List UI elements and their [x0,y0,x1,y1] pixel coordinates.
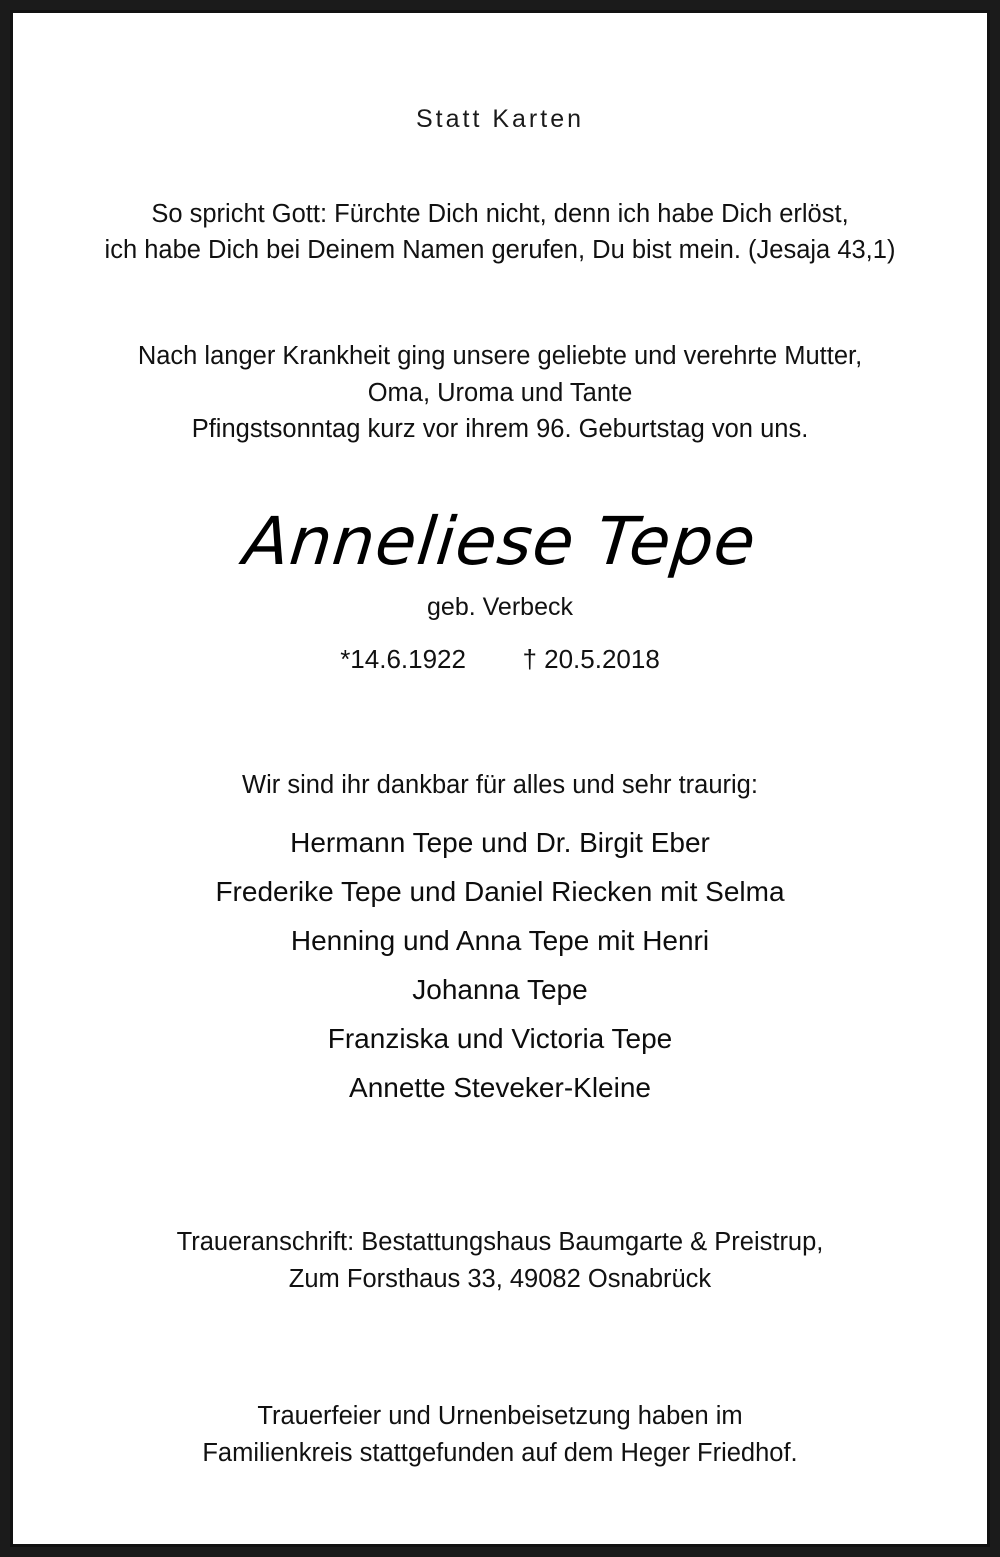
address-line-2: Zum Forsthaus 33, 49082 Osnabrück [288,1264,712,1293]
deceased-maiden-name: geb. Verbeck [427,593,573,622]
list-item: Hermann Tepe und Dr. Birgit Eber [290,827,710,859]
statt-karten-heading: Statt Karten [415,105,585,133]
deceased-name: Anneliese Tepe [240,503,761,581]
obituary-frame [10,10,990,1547]
intro-text [138,338,862,447]
death-date: † 20.5.2018 [522,644,660,675]
list-item: Frederike Tepe und Daniel Riecken mit Selma [215,876,785,908]
thanks-line: Wir sind ihr dankbar für alles und sehr traurig: [242,771,758,800]
list-item: Johanna Tepe [412,974,588,1006]
list-item: Henning und Anna Tepe mit Henri [290,925,710,957]
bible-verse [105,196,896,268]
ceremony-line-2: Familienkreis stattgefunden auf dem Heger Friedhof. [202,1438,798,1467]
list-item: Annette Steveker-Kleine [349,1072,651,1104]
birth-date: *14.6.1922 [340,644,466,675]
intro-line-2: Oma, Uroma und Tante [367,378,633,407]
deceased-dates [340,644,660,675]
ceremony-info [202,1398,797,1472]
intro-line-1: Nach langer Krankheit ging unsere geliebte und verehrte Mutter, [137,342,863,371]
mourners-list [215,818,784,1112]
address-line-1: Traueranschrift: Bestattungshaus Baumgarte & Preistrup, [176,1228,824,1257]
mourning-address [177,1224,824,1298]
bible-verse-line-2: ich habe Dich bei Deinem Namen gerufen, Du bist mein. (Jesaja 43,1) [104,236,896,265]
list-item: Franziska und Victoria Tepe [327,1023,673,1055]
intro-line-3: Pfingstsonntag kurz vor ihrem 96. Geburtstag von uns. [191,414,809,443]
ceremony-line-1: Trauerfeier und Urnenbeisetzung haben im [257,1401,743,1430]
bible-verse-line-1: So spricht Gott: Fürchte Dich nicht, denn ich habe Dich erlöst, [151,200,849,228]
